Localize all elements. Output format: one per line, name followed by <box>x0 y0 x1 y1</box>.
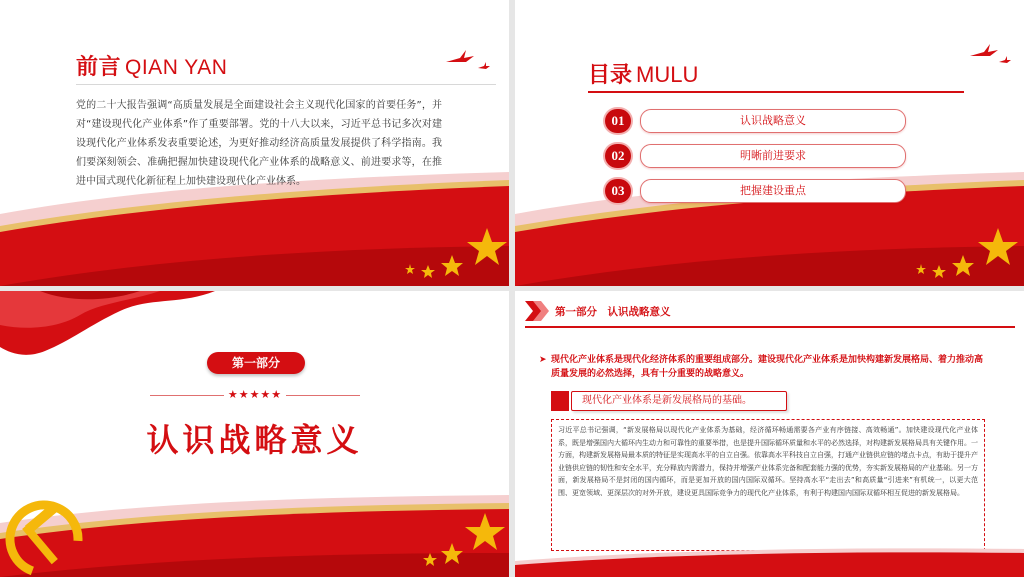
section-header: 第一部分 认识战略意义 <box>555 306 671 318</box>
preface-title <box>76 50 227 81</box>
slide-part-one-cover[interactable] <box>0 291 509 577</box>
contents-title <box>588 58 698 89</box>
slide-preface[interactable] <box>0 0 509 286</box>
slide-part-one-content[interactable] <box>515 291 1024 577</box>
toc-number: 01 <box>605 109 631 133</box>
preface-title-en: QIAN YAN <box>125 56 228 79</box>
contents-title-en: MULU <box>636 62 699 87</box>
contents-title-cn: 目录 <box>588 63 633 88</box>
title-divider <box>76 84 496 85</box>
toc-label[interactable]: 明晰前进要求 <box>640 144 906 168</box>
header-divider <box>525 326 1015 328</box>
body-text-box: 习近平总书记强调，“新发展格局以现代化产业体系为基础，经济循环畅通需要各产业有序链接、高效畅通”。加快建设现代化产业体系，既是增强国内大循环内生动力和可靠性的重要举措，也是提升国际循环质量和水平的必然选择，对构建新发展格局具有关键作用。一方面，构建新发展格局最本质的特征是实现高水平的自立自强。依靠高水平科技自立自强，打通产业链供应链的堵点卡点，有助于提升产业链供应链的韧性和安全水平，充分释放内需潜力，保持并增强产业体系完备和配套能力强的优势，夯实新发展格局的产业基础。另一方面，新发展格局不是封闭的国内循环，而是更加开放的国内国际双循环。坚持高水平“走出去”和高质量“引进来”有机统一，以更大范围、更宽领域、更深层次的对外开放，建设更具国际竞争力的现代化产业体系，有利于构建国内国际双循环相互促进的新发展格局。 <box>551 419 985 551</box>
star-row: ★★★★★ <box>227 388 283 401</box>
triangle-bullet-icon: ➤ <box>539 355 547 365</box>
chevron-arrow-icon <box>525 301 551 321</box>
subheading-marker <box>551 391 569 411</box>
gold-stars-icon <box>515 0 1024 286</box>
toc-item-2[interactable] <box>605 144 905 168</box>
subheading-box: 现代化产业体系是新发展格局的基础。 <box>571 391 787 411</box>
preface-body: 党的二十大报告强调“高质量发展是全面建设社会主义现代化国家的首要任务”，并对“建设现代化产业体系”作了重要部署。党的十八大以来，习近平总书记多次对建设现代化产业体系发表重要论述，为更好推动经济高质量发展提供了科学指南。我们要深刻领会、准确把握加快建设现代化产业体系的战略意义、前进要求等，在推进中国式现代化新征程上加快建设现代化产业体系。 <box>76 100 442 187</box>
slide-contents[interactable] <box>515 0 1024 286</box>
toc-number: 02 <box>605 144 631 168</box>
title-divider <box>588 91 964 93</box>
part-label-pill: 第一部分 <box>207 352 305 374</box>
toc-label[interactable]: 把握建设重点 <box>640 179 906 203</box>
toc-item-1[interactable] <box>605 109 905 133</box>
toc-number: 03 <box>605 179 631 203</box>
toc-label[interactable]: 认识战略意义 <box>640 109 906 133</box>
preface-title-cn: 前言 <box>76 55 122 80</box>
lead-paragraph <box>539 353 991 381</box>
toc-item-3[interactable] <box>605 179 905 203</box>
lead-text: 现代化产业体系是现代化经济体系的重要组成部分。建设现代化产业体系是加快构建新发展格局、着力推动高质量发展的必然选择，具有十分重要的战略意义。 <box>551 355 984 379</box>
section-title: 认识战略意义 <box>146 421 363 459</box>
